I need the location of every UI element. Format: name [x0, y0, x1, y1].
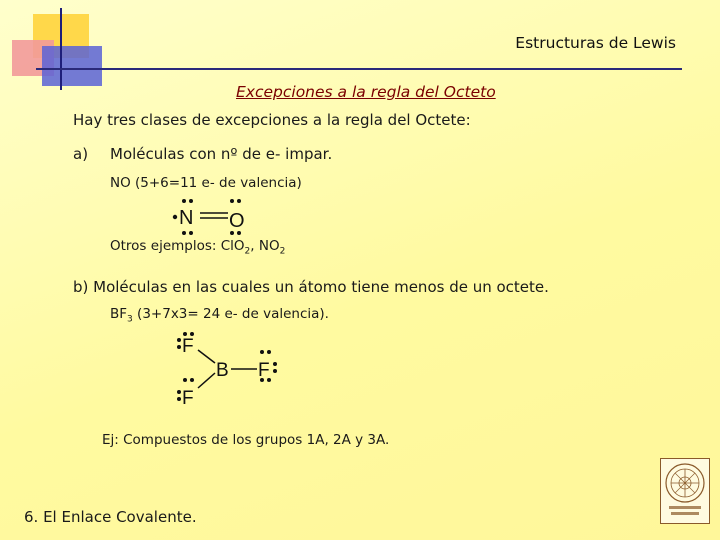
item-a-text: Moléculas con nº de e- impar.: [110, 145, 333, 163]
header-divider: [36, 68, 682, 70]
university-seal: [660, 458, 710, 524]
bond-line: [198, 373, 215, 388]
intro-text: Hay tres clases de excepciones a la regla del Octete:: [73, 111, 471, 129]
bf3-lewis-structure: [172, 330, 282, 414]
ejemplos-grupos: Ej: Compuestos de los grupos 1A, 2A y 3A.: [102, 432, 390, 448]
atom-n: N: [179, 207, 194, 229]
atom-f-right: F: [258, 360, 270, 381]
header-title: Estructuras de Lewis: [515, 34, 676, 52]
unpaired-electron-dot: [173, 215, 177, 219]
bond-line: [198, 350, 215, 363]
atom-f-bottom: F: [182, 388, 194, 409]
atom-f-top: F: [182, 336, 194, 357]
decor-vertical-line: [60, 8, 62, 90]
atom-b: B: [216, 360, 229, 381]
atom-o: O: [229, 210, 245, 232]
footer-text: 6. El Enlace Covalente.: [24, 508, 197, 526]
bf3-valence-text: $BF_3$ (3+7x3= 24 e- de valencia).: [110, 306, 329, 325]
item-a-label: a): [73, 145, 89, 163]
otros-ejemplos: Otros ejemplos: ClO$_2$, $NO_2$: [110, 238, 286, 257]
no-valence-text: NO (5+6=11 e- de valencia): [110, 175, 302, 191]
item-b-text: b) Moléculas en las cuales un átomo tiene menos de un octete.: [73, 278, 549, 296]
no-lewis-structure: [168, 196, 258, 236]
decor-blue-block: [42, 46, 102, 86]
slide-title: Excepciones a la regla del Octeto: [236, 83, 496, 101]
